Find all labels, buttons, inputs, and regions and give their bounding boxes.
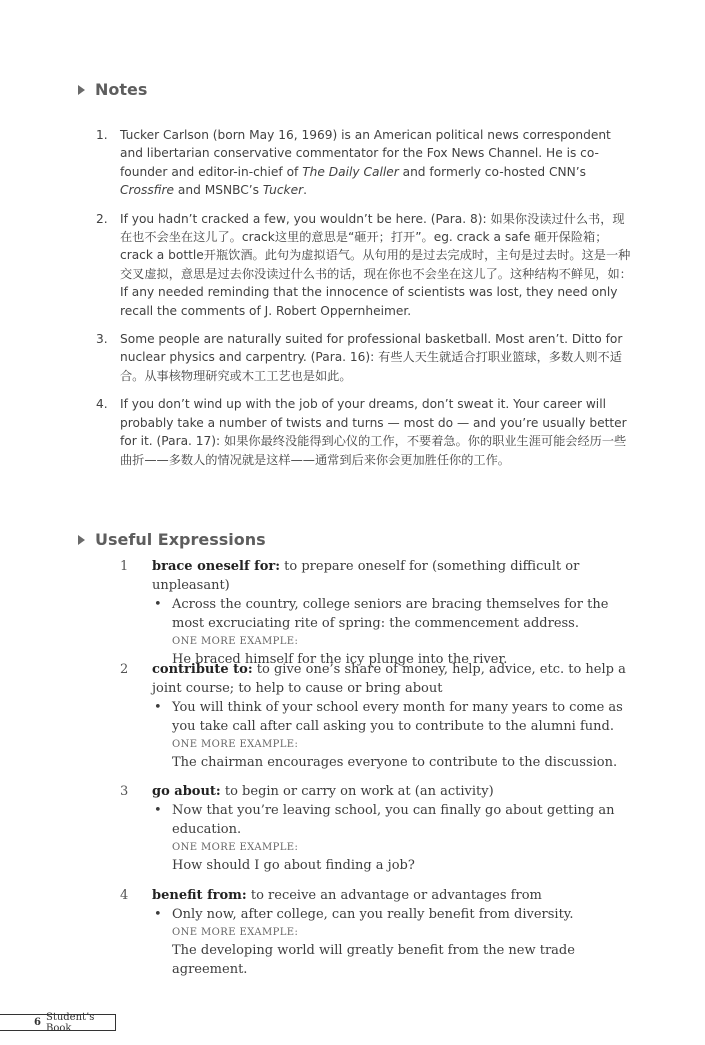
definition-text: to prepare oneself for (something difficult or unpleasant) [152,559,580,593]
note-item [96,395,632,469]
example-item [120,698,632,736]
expression-entry [120,782,632,875]
example-text: Across the country, college seniors are bracing themselves for the most excruciating rite of spring: the commencement address. [172,597,609,631]
book-label: Student’s Book [45,1011,95,1034]
note-text: Some people are naturally suited for professional basketball. Most aren’t. Ditto for nuclear physics and carpentry. (Para. 16): 有些人天生就适合打职业篮球，多数人则不适合。从事核物理研究或木工工艺也是如此。 [120,332,623,383]
expression-number: 3 [120,784,129,799]
expression-number: 1 [120,559,129,574]
bullet-icon: • [154,597,162,612]
note-item [96,330,632,385]
notes-list [96,126,632,479]
note-item [96,126,632,200]
one-more-example-label: ONE MORE EXAMPLE: [172,636,299,647]
notes-heading [78,80,147,99]
page-footer [0,1011,116,1034]
expression-term: contribute to: [152,662,253,677]
note-number: 4. [96,397,108,412]
note-text: and formerly co-hosted CNN’s [398,164,586,179]
one-more-example-label: ONE MORE EXAMPLE: [172,927,299,938]
bullet-icon: • [154,700,162,715]
more-example-text: The developing world will greatly benefit from the new trade agreement. [172,943,575,977]
one-more-example-label: ONE MORE EXAMPLE: [172,739,299,750]
expression-definition [120,660,632,698]
more-example-text: How should I go about finding a job? [172,858,415,873]
expression-number: 4 [120,888,129,903]
note-number: 3. [96,332,108,347]
note-item [96,210,632,320]
expression-entry [120,886,632,979]
useful-expressions-heading-text: Useful Expressions [95,530,266,549]
example-item [120,905,632,924]
example-text: You will think of your school every month for many years to come as you take call after call asking you to contribute to the alumni fund. [172,700,623,734]
note-text: Tucker Carlson (born May 16, 1969) is an American political news correspondent and libertarian conservative commentator for the Fox News Channel. He is co-founder and editor-in-chief of [120,128,611,179]
one-more-example-label: ONE MORE EXAMPLE: [172,842,299,853]
definition-text: to receive an advantage or advantages from [246,888,542,903]
example-text: Only now, after college, can you really benefit from diversity. [172,907,574,922]
definition-text: to begin or carry on work at (an activity) [220,784,494,799]
triangle-bullet-icon [78,85,85,95]
bullet-icon: • [154,907,162,922]
expression-definition [120,886,632,905]
note-italic: Tucker [262,183,304,198]
definition-text: to give one’s share of money, help, advice, etc. to help a joint course; to help to cause or bring about [152,662,626,696]
expression-entry [120,660,632,772]
notes-heading-text: Notes [95,80,148,99]
expression-number: 2 [120,662,129,677]
note-text: and MSNBC’s [174,183,263,198]
note-number: 1. [96,128,108,142]
triangle-bullet-icon [78,535,85,545]
bullet-icon: • [154,803,162,818]
more-example-text: He braced himself for the icy plunge into the river. [172,652,508,667]
note-text: . [303,183,307,198]
expression-term: benefit from: [152,888,247,903]
useful-expressions-heading [78,530,266,549]
note-text: If you hadn’t cracked a few, you wouldn’t be here. (Para. 8): 如果你没读过什么书，现在也不会坐在这儿了。crack这里的意思是“砸开；打开”。eg. crack a safe 砸开保险箱；crack a bottle开瓶饮酒。此句为虚拟语气。从句用的是过去完成时，主句是过去时。这是一种交叉虚拟，意思是过去你没读过什么书的话，现在你也不会坐在这儿了。这种结构不鲜见，如：If any needed reminding that the innocence of scientists was lost, they need only recall the comments of J. Robert Oppernheimer. [120,211,632,318]
note-text: If you don’t wind up with the job of your dreams, don’t sweat it. Your career will probably take a number of twists and turns — most do — and you’re usually better for it. (Para. 17): 如果你最终没能得到心仪的工作，不要着急。你的职业生涯可能会经历一些曲折——多数人的情况就是这样——通常到后来你会更加胜任你的工作。 [120,397,627,467]
page-number: 6 [34,1017,41,1028]
example-item [120,801,632,839]
example-text: Now that you’re leaving school, you can finally go about getting an education. [172,803,615,837]
expression-definition [120,782,632,801]
expression-entry [120,557,632,669]
note-italic: The Daily Caller [302,164,399,179]
more-example-text: The chairman encourages everyone to contribute to the discussion. [172,755,618,770]
expression-definition [120,557,632,595]
note-number: 2. [96,211,108,226]
note-italic: Crossfire [120,183,175,198]
expression-term: brace oneself for: [152,559,281,574]
expression-term: go about: [152,784,221,799]
example-item [120,595,632,633]
